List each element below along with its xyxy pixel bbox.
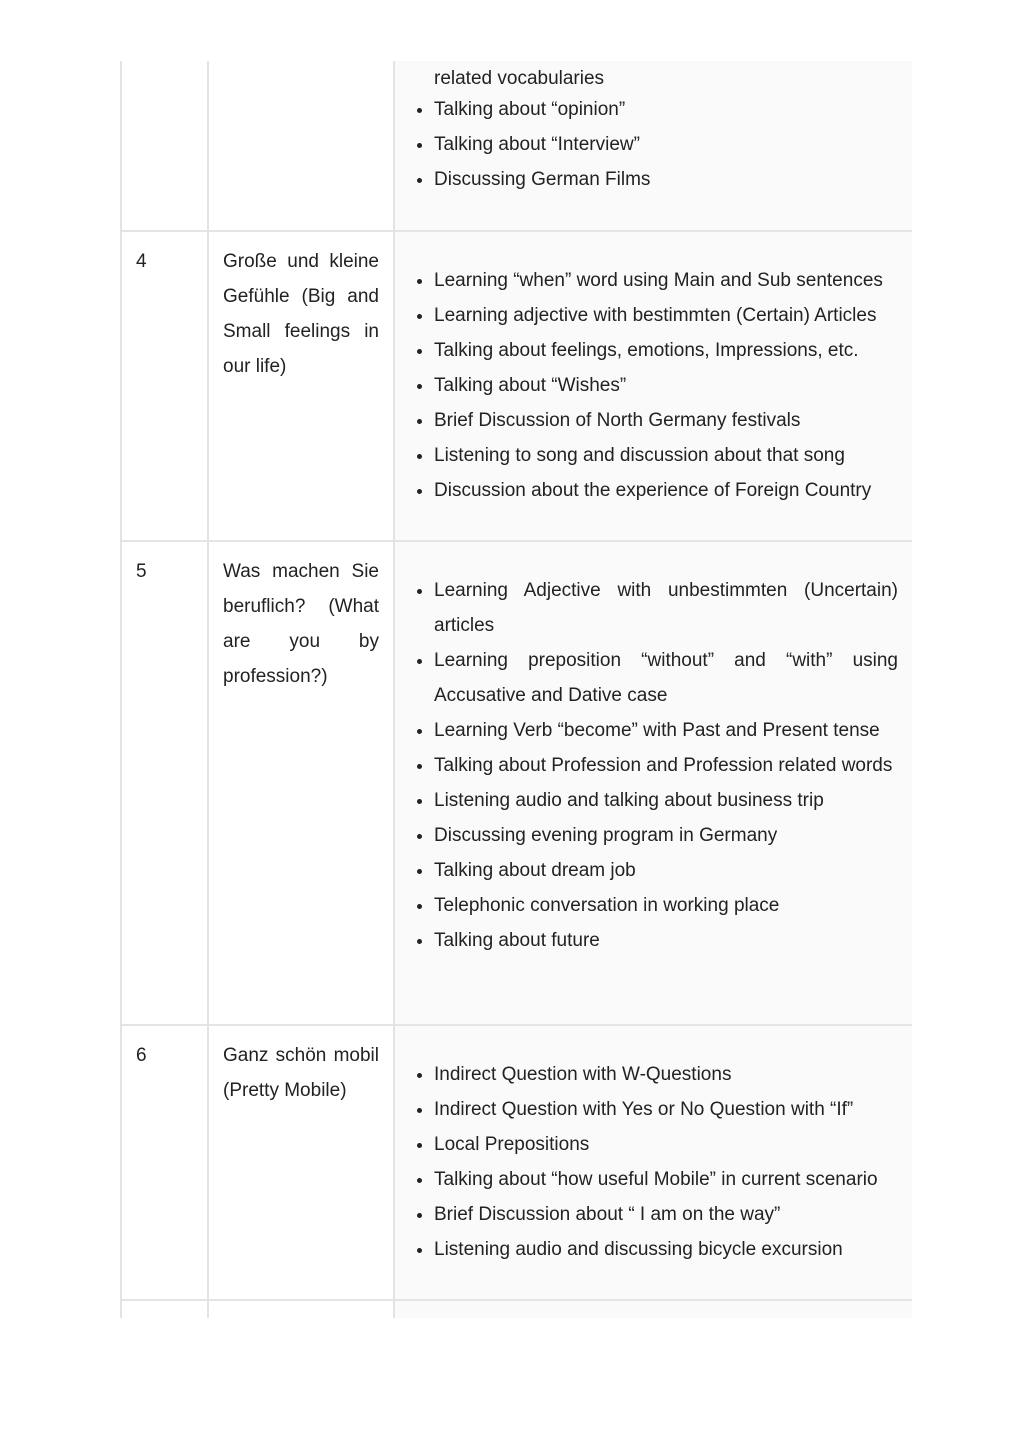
list-item: • Talking about Profession and Profession related words [434,748,898,783]
module-title: Was machen Sie beruflich? (What are you by profession?) [223,561,379,687]
list-item: • Listening audio and talking about business trip [434,783,898,818]
table-row [121,1025,912,1300]
module-topics-cell [394,1025,912,1300]
module-title-cell [208,1300,394,1318]
module-topics-cell [394,541,912,1025]
module-number: 4 [136,251,147,272]
module-title-cell [208,1025,394,1300]
list-item: • Learning preposition “without” and “with” using Accusative and Dative case [434,643,898,713]
table-row-continued [121,61,912,231]
list-item: • Brief Discussion of North Germany festivals [434,403,898,438]
module-title-cell [208,61,394,231]
topic-continuation: related vocabularies [434,68,605,89]
table-row-cut-off [121,1300,912,1318]
module-number: 6 [136,1045,147,1066]
list-item: • Talking about “Wishes” [434,368,898,403]
list-item: • Telephonic conversation in working place [434,888,898,923]
syllabus-table-container [120,61,912,1318]
list-item: • Talking about “how useful Mobile” in current scenario [434,1162,898,1197]
table-row [121,231,912,541]
list-item: • Discussion about the experience of Foreign Country [434,473,898,508]
table-row [121,541,912,1025]
module-number-cell [121,541,208,1025]
topic-list [395,92,912,230]
module-number-cell [121,1025,208,1300]
module-topics-cell [394,1300,912,1318]
module-number: 5 [136,561,147,582]
module-title-cell [208,541,394,1025]
list-item: • Talking about future [434,923,898,958]
list-item: • Talking about “opinion” [434,92,898,127]
list-item: • Talking about “Interview” [434,127,898,162]
list-item: • Discussing German Films [434,162,898,197]
module-number-cell [121,1300,208,1318]
list-item: • Listening to song and discussion about that song [434,438,898,473]
topic-list [395,1026,912,1293]
list-item: • Local Prepositions [434,1127,898,1162]
list-item: • Indirect Question with W-Questions [434,1057,898,1092]
topic-list [395,232,912,534]
module-topics-cell [394,231,912,541]
list-item: • Brief Discussion about “ I am on the way” [434,1197,898,1232]
module-title: Große und kleine Gefühle (Big and Small feelings in our life) [223,251,379,377]
list-item: • Learning Verb “become” with Past and Present tense [434,713,898,748]
list-item: • Learning “when” word using Main and Sub sentences [434,263,898,298]
module-title: Ganz schön mobil (Pretty Mobile) [223,1045,379,1101]
module-title-cell [208,231,394,541]
list-item: • Discussing evening program in Germany [434,818,898,853]
module-number-cell [121,231,208,541]
module-title [209,61,393,73]
module-number [122,61,207,73]
module-topics-cell [394,61,912,231]
list-item: • Learning adjective with bestimmten (Certain) Articles [434,298,898,333]
syllabus-table [120,61,912,1318]
topic-list [395,542,912,984]
list-item: • Talking about feelings, emotions, Impressions, etc. [434,333,898,368]
list-item: • Learning Adjective with unbestimmten (Uncertain) articles [434,573,898,643]
list-item: • Talking about dream job [434,853,898,888]
list-item: • Indirect Question with Yes or No Question with “If” [434,1092,898,1127]
module-number-cell [121,61,208,231]
list-item: • Listening audio and discussing bicycle excursion [434,1232,898,1267]
